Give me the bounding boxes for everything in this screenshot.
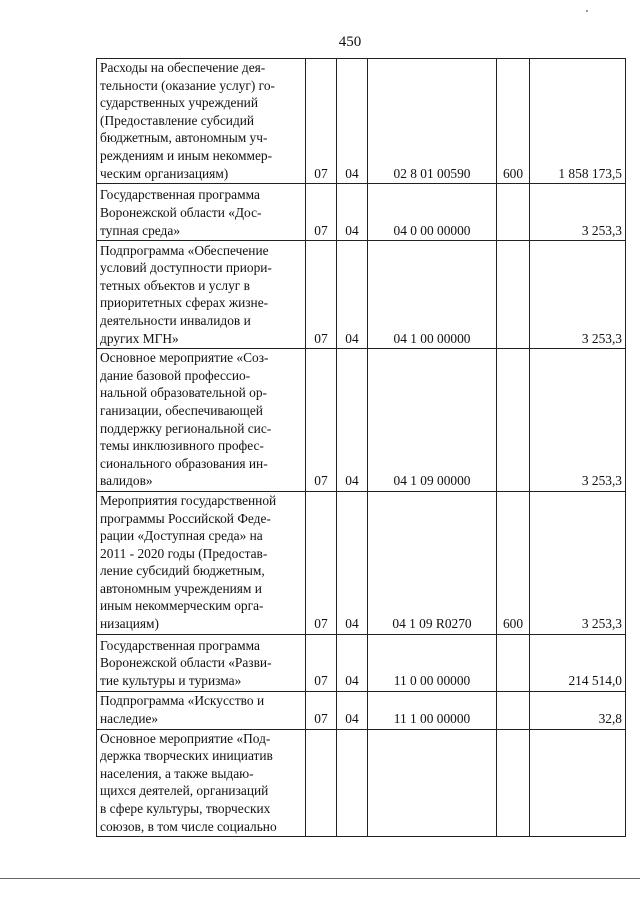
- target-article-cell: [368, 729, 497, 837]
- table-row: [97, 241, 626, 349]
- subsection-code-cell: 04: [337, 349, 368, 492]
- amount-cell: 32,8: [530, 691, 626, 729]
- budget-table: [96, 58, 626, 837]
- table-row: [97, 59, 626, 184]
- subsection-code-cell: 04: [337, 184, 368, 241]
- section-code-cell: 07: [306, 634, 337, 691]
- scan-speck: [586, 10, 588, 12]
- section-code-cell: 07: [306, 491, 337, 634]
- amount-cell: 3 253,3: [530, 241, 626, 349]
- table-row: [97, 491, 626, 634]
- row-name-cell: Основное мероприятие «Соз- дание базовой профессио- нальной образовательной ор- ганизации, обеспечивающей поддержку региональной сис- темы инклюзивного профес- сионального образования ин- валидов»: [97, 349, 306, 492]
- row-name-cell: Мероприятия государственной программы Российской Феде- рации «Доступная среда» на 2011 - 2020 годы (Предостав- ление субсидий бюджетным, автономным учреждениям и иным некоммерческим орга- низациям): [97, 491, 306, 634]
- target-article-cell: 02 8 01 00590: [368, 59, 497, 184]
- bottom-rule: [0, 878, 640, 879]
- subsection-code-cell: 04: [337, 59, 368, 184]
- target-article-cell: 04 1 09 R0270: [368, 491, 497, 634]
- amount-cell: [530, 729, 626, 837]
- row-name-cell: Подпрограмма «Искусство и наследие»: [97, 691, 306, 729]
- amount-cell: 3 253,3: [530, 491, 626, 634]
- section-code-cell: 07: [306, 691, 337, 729]
- target-article-cell: 04 1 09 00000: [368, 349, 497, 492]
- expense-type-cell: [497, 349, 530, 492]
- section-code-cell: [306, 729, 337, 837]
- target-article-cell: 04 0 00 00000: [368, 184, 497, 241]
- table-row: [97, 634, 626, 691]
- target-article-cell: 04 1 00 00000: [368, 241, 497, 349]
- subsection-code-cell: 04: [337, 691, 368, 729]
- target-article-cell: 11 1 00 00000: [368, 691, 497, 729]
- row-name-cell: Государственная программа Воронежской области «Дос- тупная среда»: [97, 184, 306, 241]
- expense-type-cell: [497, 729, 530, 837]
- target-article-cell: 11 0 00 00000: [368, 634, 497, 691]
- subsection-code-cell: 04: [337, 634, 368, 691]
- subsection-code-cell: 04: [337, 241, 368, 349]
- amount-cell: 214 514,0: [530, 634, 626, 691]
- expense-type-cell: 600: [497, 59, 530, 184]
- expense-type-cell: [497, 634, 530, 691]
- row-name-cell: Подпрограмма «Обеспечение условий доступности приори- тетных объектов и услуг в приоритетных сферах жизне- деятельности инвалидов и других МГН»: [97, 241, 306, 349]
- section-code-cell: 07: [306, 241, 337, 349]
- section-code-cell: 07: [306, 184, 337, 241]
- row-name-cell: Расходы на обеспечение дея- тельности (оказание услуг) го- сударственных учреждений (Предоставление субсидий бюджетным, автономным уч- реждениям и иным некоммер- ческим организациям): [97, 59, 306, 184]
- section-code-cell: 07: [306, 349, 337, 492]
- page-number: 450: [338, 34, 362, 50]
- section-code-cell: 07: [306, 59, 337, 184]
- subsection-code-cell: [337, 729, 368, 837]
- table-row: [97, 184, 626, 241]
- amount-cell: 3 253,3: [530, 349, 626, 492]
- row-name-cell: Государственная программа Воронежской области «Разви- тие культуры и туризма»: [97, 634, 306, 691]
- row-name-cell: Основное мероприятие «Под- держка творческих инициатив населения, а также выдаю- щихся деятелей, организаций в сфере культуры, творческих союзов, в том числе социально: [97, 729, 306, 837]
- table-row: [97, 691, 626, 729]
- expense-type-cell: [497, 691, 530, 729]
- table-row: [97, 349, 626, 492]
- expense-type-cell: [497, 241, 530, 349]
- expense-type-cell: [497, 184, 530, 241]
- amount-cell: 1 858 173,5: [530, 59, 626, 184]
- amount-cell: 3 253,3: [530, 184, 626, 241]
- subsection-code-cell: 04: [337, 491, 368, 634]
- expense-type-cell: 600: [497, 491, 530, 634]
- table-row: [97, 729, 626, 837]
